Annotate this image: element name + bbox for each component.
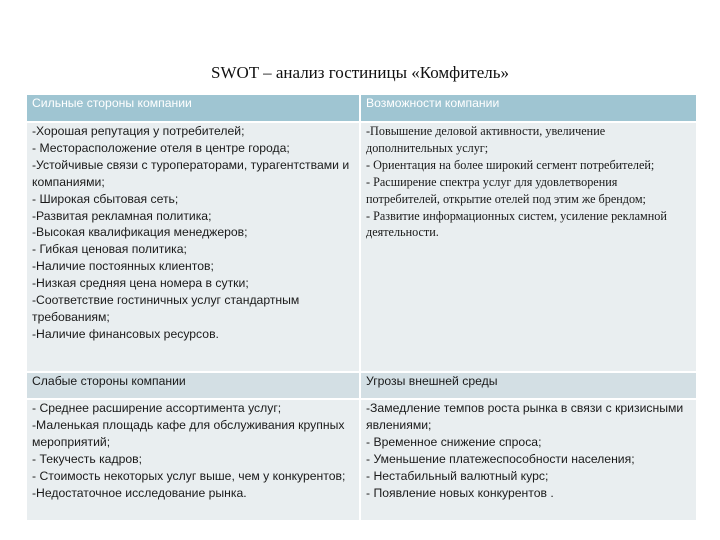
swot-table xyxy=(27,95,698,522)
table-subheader-row xyxy=(27,372,697,399)
weaknesses-cell: - Среднее расширение ассортимента услуг; -Маленькая площадь кафе для обслуживания крупных мероприятий; - Текучесть кадров; - Стоимость некоторых услуг выше, чем у конкурентов; -Недостаточное исследование рынка. xyxy=(27,399,360,521)
page-title: SWOT – анализ гостиницы «Комфитель» xyxy=(211,63,509,82)
strengths-header: Сильные стороны компании xyxy=(27,95,360,122)
weaknesses-header: Слабые стороны компании xyxy=(27,372,360,399)
opportunities-cell: -Повышение деловой активности, увеличение дополнительных услуг; - Ориентация на более широкий сегмент потребителей; - Расширение спектра услуг для удовлетворения потребителей, открытие отелей под этим же брендом; - Развитие информационных систем, усиление рекламной деятельности. xyxy=(360,122,697,372)
strengths-cell: -Хорошая репутация у потребителей; - Месторасположение отеля в центре города; -Устойчивые связи с туроператорами, турагентствами и компаниями; - Широкая сбытовая сеть; -Развитая рекламная политика; -Высокая квалификация менеджеров; - Гибкая ценовая политика; -Наличие постоянных клиентов; -Низкая средняя цена номера в сутки; -Соответствие гостиничных услуг стандартным требованиям; -Наличие финансовых ресурсов. xyxy=(27,122,360,372)
threats-header: Угрозы внешней среды xyxy=(360,372,697,399)
table-row xyxy=(27,122,697,372)
threats-cell: -Замедление темпов роста рынка в связи с кризисными явлениями; - Временное снижение спроса; - Уменьшение платежеспособности населения; - Нестабильный валютный курс; - Появление новых конкурентов . xyxy=(360,399,697,521)
table-header-row xyxy=(27,95,697,122)
table-row xyxy=(27,399,697,521)
opportunities-header: Возможности компании xyxy=(360,95,697,122)
